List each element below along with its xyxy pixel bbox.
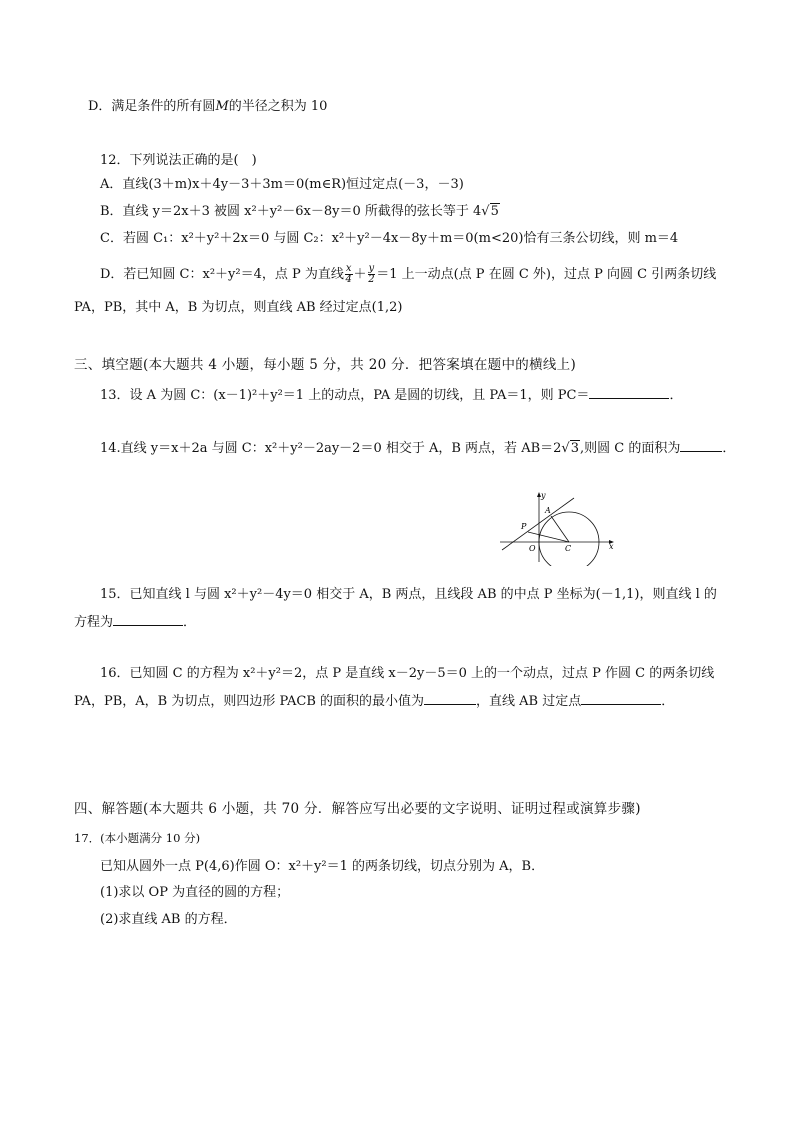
circle-tangent-figure [496, 486, 620, 566]
q12-option-c: C．若圆 C₁：x²＋y²＋2x＝0 与圆 C₂：x²＋y²－4x－8y＋m＝0(m<20)恰有三条公切线，则 m＝4 [100, 231, 679, 246]
q14-answer-blank [680, 439, 722, 452]
q13-answer-blank [589, 386, 669, 399]
label-p: P [521, 522, 527, 531]
q11-option-d: D．满足条件的所有圆M的半径之积为 10 [88, 99, 328, 114]
q12-stem: 12．下列说法正确的是( ) [100, 153, 257, 168]
label-a: A [545, 506, 551, 515]
q17-stem: 已知从圆外一点 P(4,6)作圆 O：x²＋y²＝1 的两条切线，切点分别为 A，B． [100, 859, 545, 874]
q12-option-d-line1: D．若已知圆 C：x²＋y²＝4，点 P 为直线 $\frac{x}{4}$ ＋ $\frac{y}{2}$ ＝1 上一动点(点 P 在圆 C 外)，过点 P 向圆 C 引两条切线 [100, 263, 717, 285]
q16-line1: 16．已知圆 C 的方程为 x²＋y²＝2，点 P 是直线 x－2y－5＝0 上的一个动点，过点 P 作圆 C 的两条切线 [100, 666, 715, 681]
q12-option-d-line2: PA，PB，其中 A，B 为切点，则直线 AB 经过定点(1,2) [74, 300, 403, 315]
q13: 13．设 A 为圆 C：(x－1)²＋y²＝1 上的动点，PA 是圆的切线，且 PA＝1，则 PC＝ ． [100, 388, 683, 403]
q16-line2: PA，PB，A，B 为切点，则四边形 PACB 的面积的最小值为 ，直线 AB 过定点 ． [74, 694, 675, 709]
q12-option-b: B．直线 y＝2x＋3 被圆 x²＋y²－6x－8y＝0 所截得的弦长等于 4√5 [100, 204, 499, 219]
label-y: y [541, 491, 546, 500]
q16-answer-blank-2 [581, 692, 661, 705]
label-x: x [609, 542, 614, 551]
label-c: C [565, 544, 572, 553]
q16-answer-blank-1 [424, 692, 476, 705]
circle-c [539, 512, 599, 566]
label-o: O [529, 544, 536, 553]
q15-line1: 15．已知直线 l 与圆 x²＋y²－4y＝0 相交于 A，B 两点，且线段 AB 的中点 P 坐标为(－1,1)，则直线 l 的 [100, 587, 717, 602]
section-4-heading: 四、解答题(本大题共 6 小题，共 70 分．解答应写出必要的文字说明、证明过程或演算步骤) [74, 801, 641, 817]
q17-part2: (2)求直线 AB 的方程． [100, 912, 237, 927]
section-3-heading: 三、填空题(本大题共 4 小题，每小题 5 分，共 20 分．把答案填在题中的横线上) [74, 357, 577, 373]
q17-part1: (1)求以 OP 为直径的圆的方程； [100, 885, 290, 900]
q12-option-a: A．直线(3＋m)x＋4y－3＋3m＝0(m∈R)恒过定点(－3，－3) [100, 177, 464, 192]
q14: 14.直线 y＝x＋2a 与圆 C：x²＋y²－2ay－2＝0 相交于 A，B 两点，若 AB＝2√3,则圆 C 的面积为 ． [100, 441, 736, 456]
q15-answer-blank [113, 613, 183, 626]
q15-line2: 方程为 ． [74, 615, 197, 630]
q17-header: 17．(本小题满分 10 分) [74, 831, 201, 845]
